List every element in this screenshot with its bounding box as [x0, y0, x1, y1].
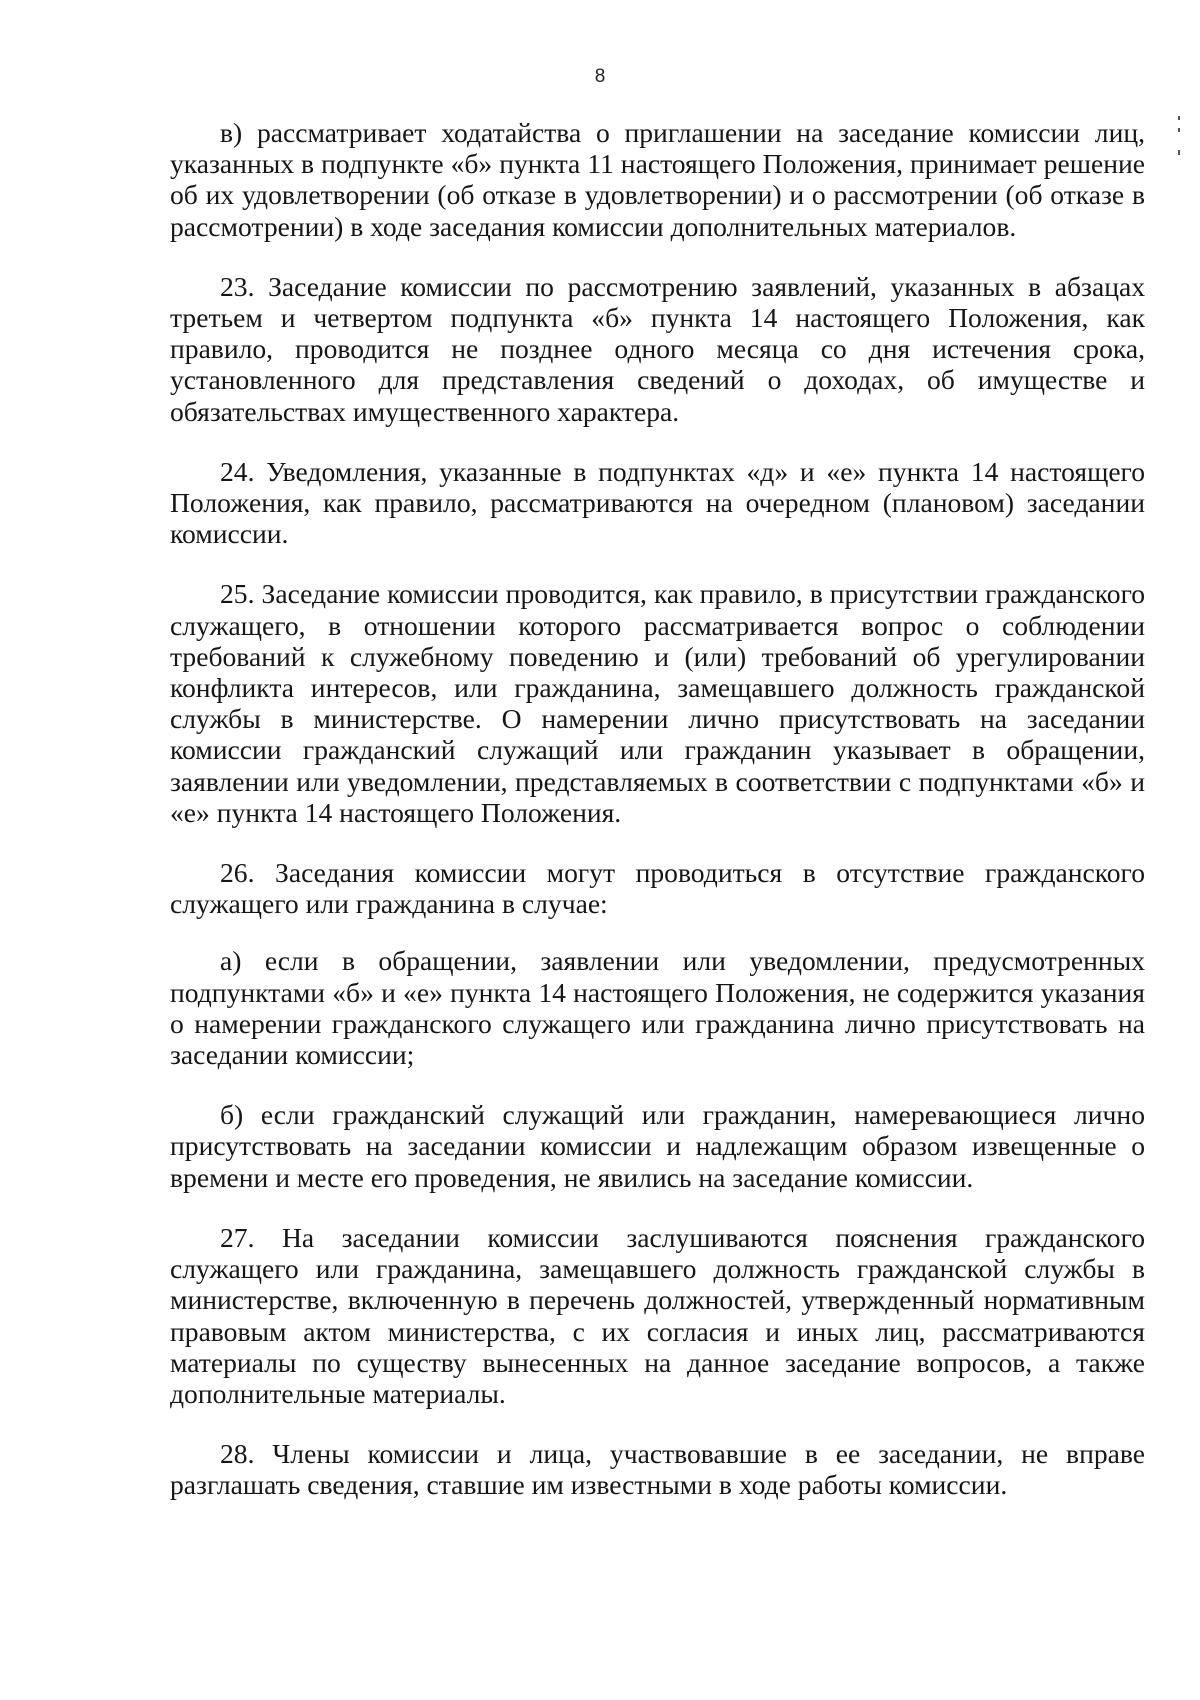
- scan-artifact-mark: [1178, 116, 1180, 120]
- paragraph-26: 26. Заседания комиссии могут проводиться в отсутствие гражданского служащего или гражданина в случае:: [170, 857, 1145, 920]
- paragraph-26-item-a: а) если в обращении, заявлении или уведомлении, предусмотренных подпунктами «б» и «е» пункта 14 настоящего Положения, не содержится указания о намерении гражданского служащего или гражданина лично присутствовать на заседании комиссии;: [170, 945, 1145, 1071]
- paragraph-26-item-b: б) если гражданский служащий или гражданин, намеревающиеся лично присутствовать на заседании комиссии и надлежащим образом извещенные о времени и месте его проведения, не явились на заседание комиссии.: [170, 1099, 1145, 1193]
- scan-artifact-mark: [1178, 128, 1180, 132]
- paragraph-23: 23. Заседание комиссии по рассмотрению заявлений, указанных в абзацах третьем и четвертом подпункта «б» пункта 14 настоящего Положения, как правило, проводится не позднее одного месяца со дня истечения срока, установленного для представления сведений о доходах, об имуществе и обязательствах имущественного характера.: [170, 270, 1145, 427]
- paragraph-27: 27. На заседании комиссии заслушиваются пояснения гражданского служащего или гражданина, замещавшего должность гражданской службы в министерстве, включенную в перечень должностей, утвержденный нормативным правовым актом министерства, с их согласия и иных лиц, рассматриваются материалы по существу вынесенных на данное заседание вопросов, а также дополнительные материалы.: [170, 1221, 1145, 1409]
- paragraph-24: 24. Уведомления, указанные в подпунктах «д» и «е» пункта 14 настоящего Положения, как правило, рассматриваются на очередном (плановом) заседании комиссии.: [170, 455, 1145, 550]
- scan-artifact-mark: [1178, 150, 1180, 155]
- paragraph-25: 25. Заседание комиссии проводится, как правило, в присутствии гражданского служащего, в отношении которого рассматривается вопрос о соблюдении требований к служебному поведению и (или) требований об урегулировании конфликта интересов, или гражданина, замещавшего должность гражданской службы в министерстве. О намерении лично присутствовать на заседании комиссии гражданский служащий или гражданин указывает в обращении, заявлении или уведомлении, представляемых в соответствии с подпунктами «б» и «е» пункта 14 настоящего Положения.: [170, 578, 1145, 828]
- paragraph-28: 28. Члены комиссии и лица, участвовавшие в ее заседании, не вправе разглашать сведения, ставшие им известными в ходе работы комиссии.: [170, 1438, 1145, 1501]
- paragraph-item-v: в) рассматривает ходатайства о приглашении на заседание комиссии лиц, указанных в подпункте «б» пункта 11 настоящего Положения, принимает решение об их удовлетворении (об отказе в удовлетворении) и о рассмотрении (об отказе в рассмотрении) в ходе заседания комиссии дополнительных материалов.: [170, 117, 1145, 242]
- document-body: [170, 117, 1145, 1530]
- page-number: 8: [594, 66, 606, 87]
